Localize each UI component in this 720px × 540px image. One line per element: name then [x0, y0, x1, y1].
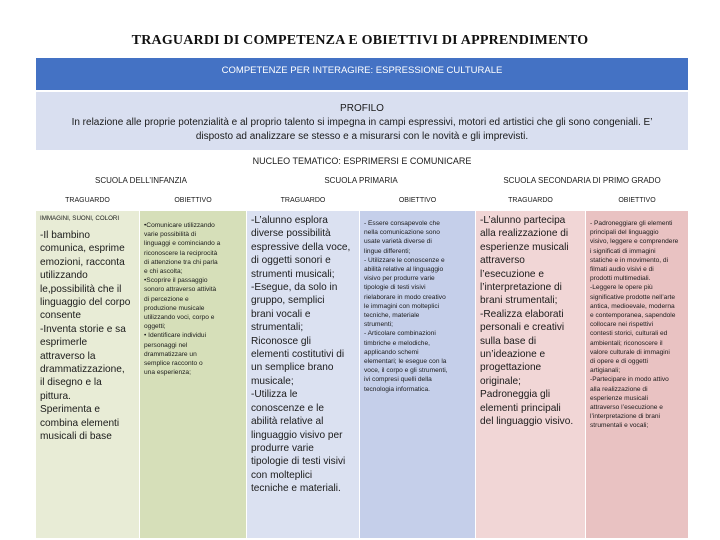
profilo-line-2: disposto ad analizzare se stesso e a misurarsi con le novità e gli imprevisti. [195, 131, 529, 142]
page-title: TRAGUARDI DI COMPETENZA E OBIETTIVI DI APPRENDIMENTO [131, 33, 589, 48]
primaria-traguardo-heading: TRAGUARDO [280, 197, 326, 204]
secondaria-traguardo-heading: TRAGUARDO [508, 197, 553, 204]
infanzia-obiettivo-cell [140, 211, 246, 538]
secondaria-traguardo-cell [476, 211, 585, 538]
school-primaria-heading: SCUOLA PRIMARIA [324, 176, 398, 185]
secondaria-obiettivo-text: - Padroneggiare gli elementi principali del linguaggio visivo, leggere e comprendere i significati di immagini statiche e in movimento, di filmati audio visivi e di prodotti multimediali. -Leggere le opere più significative prodotte nell’arte antica, medioevale, moderna e contemporanea, sapendole collocare nei rispettivi contesti storici, culturali ed ambientali; riconoscere il valore culturale di immagini di opere e di oggetti artigianali; -Partecipare in modo attivo alla realizzazione di esperienze musicali attraverso l’esecuzione e l’interpretazione di brani strumentali e vocali; [590, 220, 679, 430]
primaria-traguardo-cell [247, 211, 359, 538]
school-infanzia-heading: SCUOLA DELL’INFANZIA [94, 176, 188, 185]
primaria-obiettivo-cell [360, 211, 475, 538]
infanzia-obiettivo-heading: OBIETTIVO [174, 197, 212, 204]
profilo-band [36, 92, 688, 150]
infanzia-traguardo-cell [36, 211, 139, 538]
nucleo-tematico: NUCLEO TEMATICO: ESPRIMERSI E COMUNICARE [36, 150, 688, 172]
secondaria-traguardo-text: -L’alunno partecipa alla realizzazione di esperienze musicali attraverso l’esecuzione e l’interpretazione di brani strumentali; -Realizza elaborati personali e creativi sulla base di un’ideazione e progettazione originale; Padroneggia gli elementi principali del linguaggio visivo. [480, 215, 574, 428]
infanzia-traguardo-text: -Il bambino comunica, esprime emozioni, racconta utilizzando le,possibilità che il linguaggio del corpo consente -Inventa storie e sa esprimerle attraverso la drammatizzazione, il disegno e la pittura. Sperimenta e combina elementi musicali di base [40, 230, 131, 443]
infanzia-section-label: IMMAGINI, SUONI, COLORI [40, 215, 120, 222]
competenze-band: COMPETENZE PER INTERAGIRE: ESPRESSIONE CULTURALE [36, 58, 688, 90]
primaria-obiettivo-heading: OBIETTIVO [398, 197, 437, 204]
primaria-obiettivo-text: - Essere consapevole che nella comunicazione sono usate varietà diverse di lingue differenti; - Utilizzare le conoscenze e abilità relative al linguaggio visivo per produrre varie tipologie di testi visivi rielaborare in modo creativo le immagini con molteplici tecniche, materiale strumenti; - Articolare combinazioni timbriche e melodiche, applicando schemi elementari; le esegue con la voce, il corpo e gli strumenti, ivi compresi quelli della tecnologia informatica. [364, 220, 448, 393]
school-secondaria-heading: SCUOLA SECONDARIA DI PRIMO GRADO [503, 176, 661, 185]
primaria-traguardo-text: -L’alunno esplora diverse possibilità espressive della voce, di oggetti sonori e strumenti musicali; -Esegue, da solo in gruppo, semplici brani vocali e strumentali; Riconosce gli elementi costitutivi di un semplice brano musicale; -Utilizza le conoscenze e le abilità relative al linguaggio visivo per produrre varie tipologie di testi visivi con molteplici tecniche e materiali. [251, 215, 351, 495]
infanzia-obiettivo-text: •Comunicare utilizzando varie possibilità di linguaggi e cominciando a riconoscere la reciprocità di attenzione tra chi parla e chi ascolta; •Scoprire il passaggio sonoro attraverso attività di percezione e produzione musicale utilizzando voci, corpo e oggetti; • Identificare individui personaggi nel drammatizzare un semplice racconto o una esperienza; [144, 222, 221, 377]
secondaria-obiettivo-heading: OBIETTIVO [618, 197, 656, 204]
profilo-heading: PROFILO [340, 103, 384, 114]
infanzia-traguardo-heading: TRAGUARDO [65, 197, 110, 204]
secondaria-obiettivo-cell [586, 211, 688, 538]
profilo-line-1: In relazione alle proprie potenzialità e al proprio talento si impegna in campi espressivi, motori ed artistici che gli sono congeniali. E’ [71, 117, 653, 128]
